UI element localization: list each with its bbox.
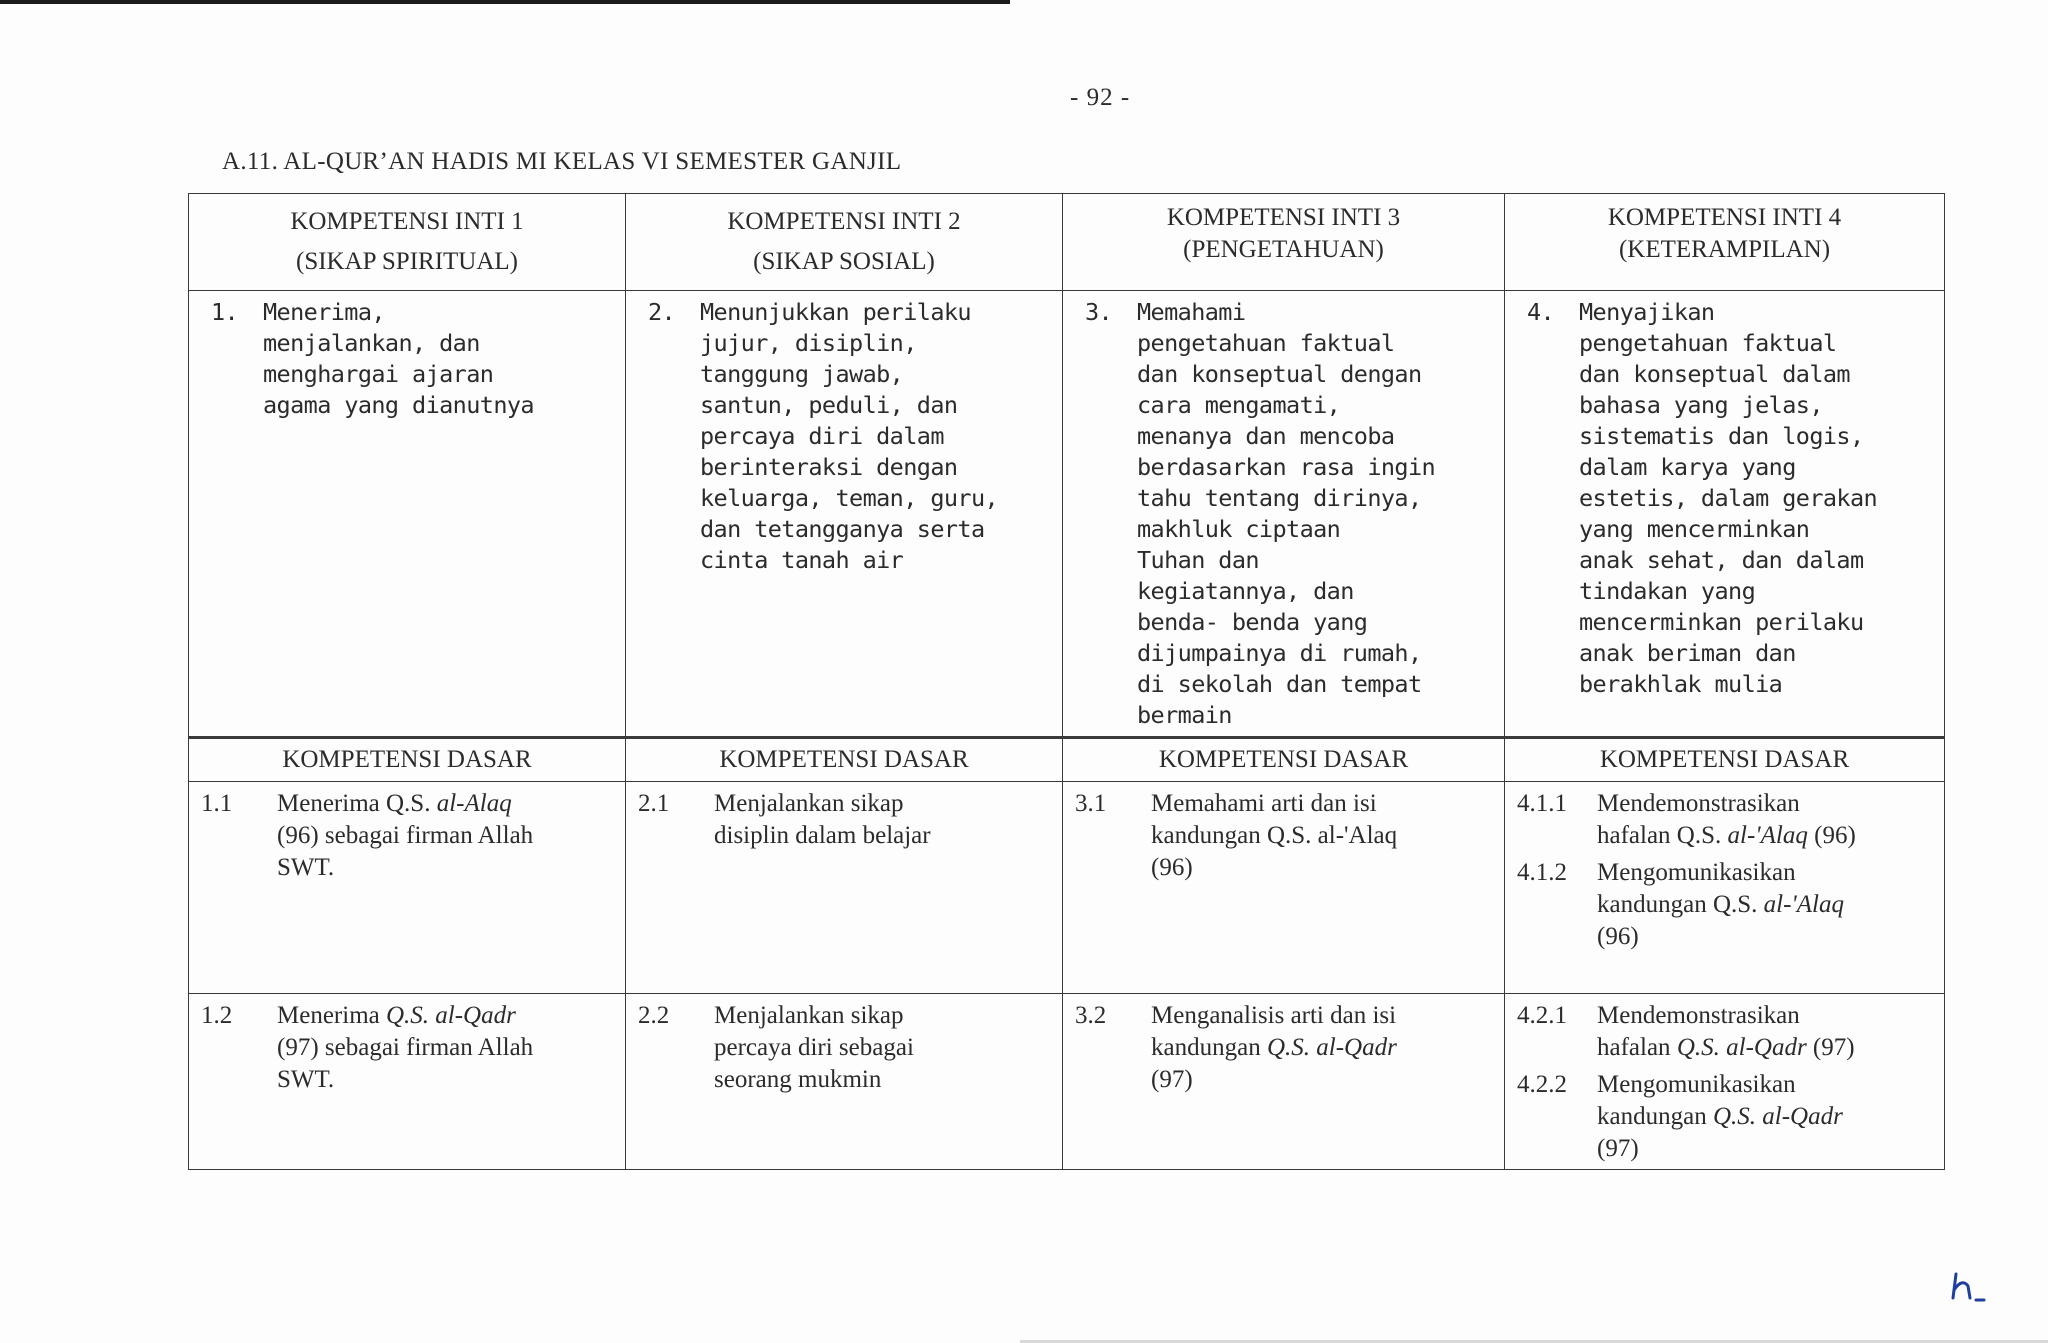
kd-text: Menerima Q.S. al-Qadr (97) sebagai firman Allah SWT. bbox=[277, 1002, 534, 1093]
ki-number: 1. bbox=[211, 298, 239, 326]
ki-header-cell-4: KOMPETENSI INTI 4 (KETERAMPILAN) bbox=[1505, 194, 1945, 291]
kd-item: 4.2.1 Mendemonstrasikan hafalan Q.S. al-Qadr (97) bbox=[1517, 1002, 1855, 1061]
page-number: - 92 - bbox=[1070, 84, 1131, 111]
ki-header-cell-2: KOMPETENSI INTI 2 (SIKAP SOSIAL) bbox=[626, 194, 1063, 291]
kd-header-row bbox=[189, 738, 1945, 782]
ki-text: Memahami pengetahuan faktual dan konseptual dengan cara mengamati, menanya dan mencoba berdasarkan rasa ingin tahu tentang dirinya, makhluk ciptaan Tuhan dan kegiatannya, dan benda- benda yang dijumpainya di rumah, di sekolah dan tempat bermain bbox=[1137, 298, 1436, 729]
kompetensi-table bbox=[188, 193, 1945, 1170]
handwritten-initial-mark bbox=[1950, 1268, 1990, 1304]
kd-cell-1-1 bbox=[189, 782, 626, 994]
kd-cell-1-3 bbox=[1063, 782, 1505, 994]
document-title: A.11. AL-QUR’AN HADIS MI KELAS VI SEMESTER GANJIL bbox=[222, 148, 902, 175]
ki-text: Menunjukkan perilaku jujur, disiplin, tanggung jawab, santun, peduli, dan percaya diri dalam berinteraksi dengan keluarga, teman, guru, dan tetangganya serta cinta tanah air bbox=[700, 298, 999, 574]
kd-item: 4.1.2 Mengomunikasikan kandungan Q.S. al-'Alaq (96) bbox=[1517, 859, 1844, 950]
ki-content-row bbox=[189, 291, 1945, 738]
ki-number: 3. bbox=[1085, 298, 1113, 326]
kd-number: 1.2 bbox=[201, 1002, 233, 1029]
kd-cell-1-2 bbox=[626, 782, 1063, 994]
kd-header-cell-4: KOMPETENSI DASAR bbox=[1505, 738, 1945, 782]
ki-cell-2 bbox=[626, 291, 1063, 738]
kd-item: 4.1.1 Mendemonstrasikan hafalan Q.S. al-'Alaq (96) bbox=[1517, 790, 1856, 849]
ki-header-cell-3: KOMPETENSI INTI 3 (PENGETAHUAN) bbox=[1063, 194, 1505, 291]
kd-text: Menerima Q.S. al-Alaq (96) sebagai firman Allah SWT. bbox=[277, 790, 534, 881]
kd-text: Menganalisis arti dan isi kandungan Q.S. al-Qadr (97) bbox=[1151, 1002, 1397, 1093]
kd-number: 3.2 bbox=[1075, 1002, 1107, 1029]
ki-text: Menerima, menjalankan, dan menghargai ajaran agama yang dianutnya bbox=[263, 298, 534, 419]
ki-header-cell-1: KOMPETENSI INTI 1 (SIKAP SPIRITUAL) bbox=[189, 194, 626, 291]
kd-text: Memahami arti dan isi kandungan Q.S. al-'Alaq (96) bbox=[1151, 790, 1398, 881]
scan-edge-top bbox=[0, 0, 1010, 4]
kd-header-cell-2: KOMPETENSI DASAR bbox=[626, 738, 1063, 782]
kd-row-1 bbox=[189, 782, 1945, 994]
kd-header-cell-1: KOMPETENSI DASAR bbox=[189, 738, 626, 782]
ki-number: 4. bbox=[1527, 298, 1555, 326]
kd-number: 2.1 bbox=[638, 790, 670, 817]
kd-text: Menjalankan sikap disiplin dalam belajar bbox=[714, 790, 931, 849]
kd-cell-2-2 bbox=[626, 994, 1063, 1170]
ki-text: Menyajikan pengetahuan faktual dan konseptual dalam bahasa yang jelas, sistematis dan logis, dalam karya yang estetis, dalam gerakan yang mencerminkan anak sehat, dan dalam tindakan yang mencerminkan perilaku anak beriman dan berakhlak mulia bbox=[1579, 298, 1878, 698]
kd-cell-1-4 bbox=[1505, 782, 1945, 994]
ki-cell-3 bbox=[1063, 291, 1505, 738]
ki-number: 2. bbox=[648, 298, 676, 326]
kd-cell-2-1 bbox=[189, 994, 626, 1170]
kd-cell-2-4 bbox=[1505, 994, 1945, 1170]
kd-text: Menjalankan sikap percaya diri sebagai seorang mukmin bbox=[714, 1002, 914, 1093]
kd-header-cell-3: KOMPETENSI DASAR bbox=[1063, 738, 1505, 782]
kd-number: 1.1 bbox=[201, 790, 233, 817]
kd-item: 4.2.2 Mengomunikasikan kandungan Q.S. al-Qadr (97) bbox=[1517, 1071, 1843, 1162]
kd-row-2 bbox=[189, 994, 1945, 1170]
ki-cell-1 bbox=[189, 291, 626, 738]
ki-header-row bbox=[189, 194, 1945, 291]
kd-number: 3.1 bbox=[1075, 790, 1107, 817]
kd-cell-2-3 bbox=[1063, 994, 1505, 1170]
kd-number: 2.2 bbox=[638, 1002, 670, 1029]
ki-cell-4 bbox=[1505, 291, 1945, 738]
